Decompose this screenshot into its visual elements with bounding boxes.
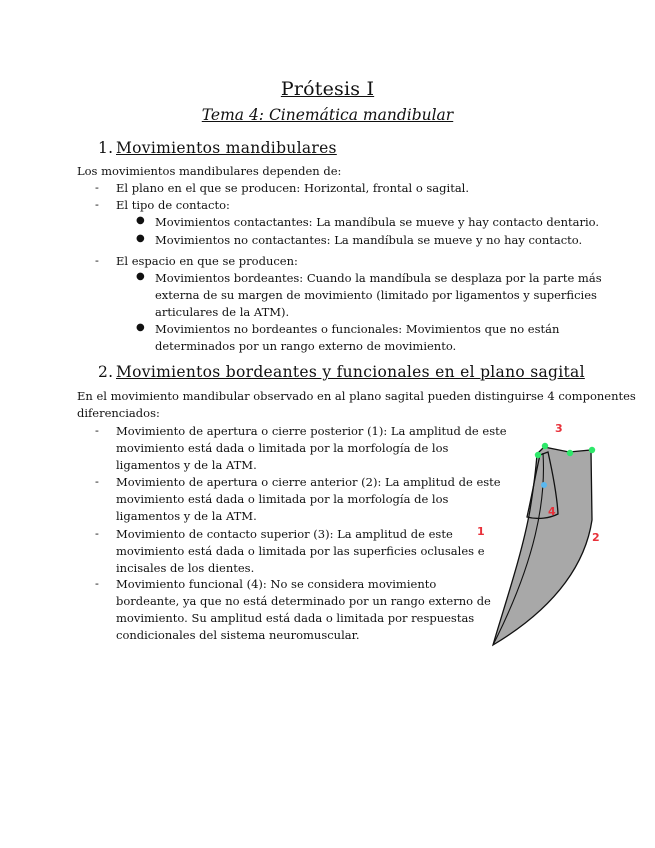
sub-list-item: Movimientos contactantes: La mandíbula se mueve y hay contacto dentario.	[155, 215, 600, 229]
dash-marker: -	[95, 526, 99, 540]
text-line: Movimientos no bordeantes o funcionales: Movimientos que no están	[155, 322, 560, 336]
label-posterior: 1	[477, 525, 485, 538]
contact-point	[535, 452, 541, 458]
label-functional: 4	[548, 505, 556, 518]
text-line: Movimiento funcional (4): No se considera movimiento	[116, 577, 437, 591]
list-item: El plano en el que se producen: Horizontal, frontal o sagital.	[116, 181, 470, 195]
bullet-marker: ●	[136, 322, 145, 333]
text-line: Movimiento de apertura o cierre anterior (2): La amplitud de este	[116, 475, 501, 489]
section-1-number: 1.	[98, 139, 114, 157]
text-line: Movimientos bordeantes: Cuando la mandíbula se desplaza por la parte más	[155, 271, 602, 285]
bullet-marker: ●	[136, 215, 145, 226]
list-item: El tipo de contacto:	[116, 198, 230, 212]
bullet-marker: ●	[136, 233, 145, 244]
text-line: condicionales del sistema neuromuscular.	[116, 628, 360, 642]
dash-marker: -	[95, 423, 99, 437]
text-line: movimiento. Su amplitud está dada o limitada por respuestas	[116, 611, 475, 625]
dash-marker: -	[95, 180, 99, 194]
text-line: movimiento está dada o limitada por la morfología de los	[116, 441, 449, 455]
text-line: Movimiento de contacto superior (3): La amplitud de este	[116, 527, 453, 541]
bullet-marker: ●	[136, 271, 145, 282]
section-1-intro: Los movimientos mandibulares dependen de:	[77, 164, 342, 178]
contact-point	[567, 450, 573, 456]
text-line: En el movimiento mandibular observado en al plano sagital pueden distinguirse 4 componentes	[77, 389, 636, 403]
dash-marker: -	[95, 576, 99, 590]
text-line: diferenciados:	[77, 406, 160, 420]
text-line: movimiento está dada o limitada por la morfología de los	[116, 492, 449, 506]
border-envelope	[493, 447, 592, 645]
text-line: ligamentos y de la ATM.	[116, 458, 257, 472]
section-2-title: Movimientos bordeantes y funcionales en el plano sagital	[116, 363, 585, 381]
contact-point	[542, 443, 548, 449]
text-line: articulares de la ATM).	[155, 305, 290, 319]
label-contact-superior: 3	[555, 422, 563, 435]
text-line: determinados por un rango externo de movimiento.	[155, 339, 457, 353]
text-line: externa de su margen de movimiento (limitado por ligamentos y superficies	[155, 288, 597, 302]
dash-marker: -	[95, 474, 99, 488]
text-line: movimiento está dada o limitada por las superficies oclusales e	[116, 544, 485, 558]
text-line: incisales de los dientes.	[116, 561, 255, 575]
document-subtitle: Tema 4: Cinemática mandibular	[201, 106, 454, 124]
section-1-title: Movimientos mandibulares	[116, 139, 337, 157]
dash-marker: -	[95, 197, 99, 211]
text-line: Movimiento de apertura o cierre posterior (1): La amplitud de este	[116, 424, 507, 438]
sub-list-item: Movimientos no contactantes: La mandíbula se mueve y no hay contacto.	[155, 233, 583, 247]
rest-point	[541, 482, 547, 488]
text-line: bordeante, ya que no está determinado por un rango externo de	[116, 594, 491, 608]
document-title: Prótesis I	[280, 78, 375, 100]
dash-marker: -	[95, 253, 99, 267]
contact-point	[589, 447, 595, 453]
list-item: El espacio en que se producen:	[116, 254, 298, 268]
text-line: ligamentos y de la ATM.	[116, 509, 257, 523]
section-2-number: 2.	[98, 363, 114, 381]
label-anterior: 2	[592, 531, 600, 544]
